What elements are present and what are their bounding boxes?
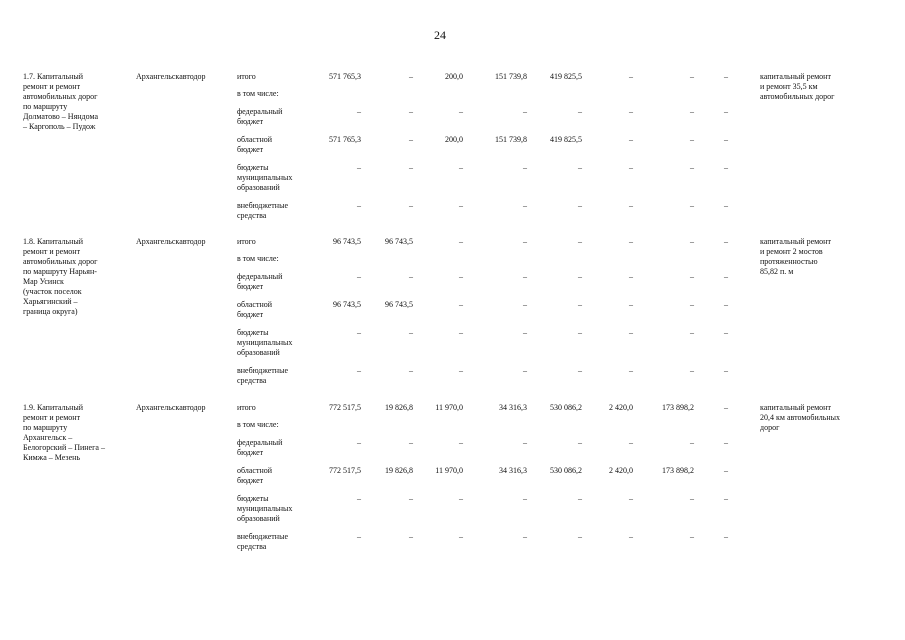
funding-value: 11 970,0 xyxy=(435,403,463,412)
funding-value: 19 826,8 xyxy=(385,403,413,412)
funding-value: – xyxy=(523,494,527,503)
funding-value: – xyxy=(459,494,463,503)
funding-value: – xyxy=(690,201,694,210)
funding-value: – xyxy=(629,494,633,503)
funding-value: – xyxy=(523,107,527,116)
funding-value: 200,0 xyxy=(445,135,463,144)
funding-value: – xyxy=(459,300,463,309)
funding-value: 34 316,3 xyxy=(499,403,527,412)
measure-title: 1.7. Капитальный ремонт и ремонт автомобильных дорог по маршруту Долматово – Няндома – Каргополь – Пудож xyxy=(23,72,99,131)
funding-value: – xyxy=(690,494,694,503)
executor-name: Архангельскавтодор xyxy=(136,72,206,81)
funding-row xyxy=(0,300,905,319)
executor-name: Архангельскавтодор xyxy=(136,403,206,412)
funding-value: – xyxy=(578,163,582,172)
funding-value: – xyxy=(409,163,413,172)
funding-value: 96 743,5 xyxy=(333,237,361,246)
page-number: 24 xyxy=(434,28,446,42)
funding-source: областной бюджет xyxy=(237,466,273,485)
expected-result: капитальный ремонт и ремонт 35,5 км автомобильных дорог xyxy=(760,72,835,101)
funding-value: – xyxy=(629,237,633,246)
funding-value: – xyxy=(724,532,728,541)
funding-value: – xyxy=(629,272,633,281)
funding-value: 419 825,5 xyxy=(550,72,582,81)
funding-source: внебюджетные средства xyxy=(237,201,288,220)
funding-value: – xyxy=(629,438,633,447)
funding-source: внебюджетные средства xyxy=(237,532,288,551)
measure-title: 1.8. Капитальный ремонт и ремонт автомобильных дорог по маршруту Нарьян- Мар Усинск (участок поселок Харьягинский – граница округа) xyxy=(23,237,98,316)
funding-value: 530 086,2 xyxy=(550,403,582,412)
funding-value: – xyxy=(724,494,728,503)
expected-result: капитальный ремонт 20,4 км автомобильных дорог xyxy=(760,403,841,432)
funding-value: 2 420,0 xyxy=(609,466,633,475)
funding-source: областной бюджет xyxy=(237,135,273,154)
measure-title: 1.9. Капитальный ремонт и ремонт по маршруту Архангельск – Белогорский – Пинега – Кимжа – Мезень xyxy=(23,403,105,462)
funding-value: – xyxy=(724,272,728,281)
funding-value: – xyxy=(629,532,633,541)
funding-row xyxy=(0,328,905,357)
funding-source: бюджеты муниципальных образований xyxy=(237,328,293,357)
funding-value: – xyxy=(459,163,463,172)
funding-value: 772 517,5 xyxy=(329,466,361,475)
funding-value: – xyxy=(523,163,527,172)
funding-value: – xyxy=(409,438,413,447)
funding-value: – xyxy=(409,107,413,116)
funding-value: – xyxy=(724,163,728,172)
funding-source: в том числе: xyxy=(237,89,279,98)
funding-value: – xyxy=(459,237,463,246)
funding-value: – xyxy=(578,366,582,375)
funding-value: – xyxy=(357,328,361,337)
funding-value: – xyxy=(459,366,463,375)
funding-value: – xyxy=(629,107,633,116)
funding-value: – xyxy=(724,107,728,116)
funding-row xyxy=(0,420,905,429)
funding-value: – xyxy=(690,532,694,541)
funding-value: – xyxy=(690,72,694,81)
funding-value: – xyxy=(578,532,582,541)
funding-value: 419 825,5 xyxy=(550,135,582,144)
funding-value: – xyxy=(409,135,413,144)
funding-value: – xyxy=(357,163,361,172)
funding-value: – xyxy=(724,135,728,144)
funding-value: – xyxy=(690,272,694,281)
funding-value: – xyxy=(357,201,361,210)
funding-source: в том числе: xyxy=(237,254,279,263)
funding-value: 96 743,5 xyxy=(333,300,361,309)
funding-source: федеральный бюджет xyxy=(237,107,283,126)
funding-row xyxy=(0,254,905,263)
funding-value: – xyxy=(690,135,694,144)
funding-value: – xyxy=(409,201,413,210)
funding-value: – xyxy=(578,438,582,447)
funding-value: – xyxy=(690,300,694,309)
funding-row xyxy=(0,201,905,220)
funding-source: федеральный бюджет xyxy=(237,272,283,291)
funding-value: – xyxy=(578,328,582,337)
funding-value: – xyxy=(523,532,527,541)
funding-value: – xyxy=(629,163,633,172)
funding-value: – xyxy=(459,532,463,541)
funding-row xyxy=(0,366,905,385)
funding-value: – xyxy=(409,494,413,503)
funding-row xyxy=(0,163,905,192)
executor-name: Архангельскавтодор xyxy=(136,237,206,246)
funding-value: – xyxy=(724,300,728,309)
funding-value: 200,0 xyxy=(445,72,463,81)
funding-row xyxy=(0,107,905,126)
funding-source: областной бюджет xyxy=(237,300,273,319)
funding-source: федеральный бюджет xyxy=(237,438,283,457)
funding-value: – xyxy=(409,272,413,281)
funding-value: – xyxy=(523,201,527,210)
funding-value: – xyxy=(459,438,463,447)
funding-row xyxy=(0,89,905,98)
funding-value: – xyxy=(690,366,694,375)
funding-value: 151 739,8 xyxy=(495,72,527,81)
funding-value: – xyxy=(523,300,527,309)
funding-row xyxy=(0,532,905,551)
funding-value: – xyxy=(357,107,361,116)
funding-value: – xyxy=(578,201,582,210)
funding-value: – xyxy=(629,135,633,144)
funding-value: – xyxy=(523,366,527,375)
funding-value: – xyxy=(629,328,633,337)
funding-value: – xyxy=(357,532,361,541)
funding-value: – xyxy=(357,494,361,503)
funding-source: итого xyxy=(237,72,256,81)
funding-value: – xyxy=(724,466,728,475)
funding-value: – xyxy=(724,366,728,375)
funding-value: – xyxy=(578,494,582,503)
funding-value: – xyxy=(523,272,527,281)
funding-value: – xyxy=(409,328,413,337)
funding-value: – xyxy=(724,438,728,447)
funding-row xyxy=(0,494,905,523)
funding-value: – xyxy=(578,237,582,246)
funding-value: – xyxy=(629,201,633,210)
funding-value: – xyxy=(357,438,361,447)
funding-value: – xyxy=(459,328,463,337)
funding-value: – xyxy=(690,163,694,172)
funding-value: – xyxy=(523,438,527,447)
funding-value: – xyxy=(690,107,694,116)
funding-value: – xyxy=(629,72,633,81)
funding-value: – xyxy=(629,366,633,375)
funding-value: 530 086,2 xyxy=(550,466,582,475)
funding-value: – xyxy=(523,237,527,246)
expected-result: капитальный ремонт и ремонт 2 мостов протяженностью 85,82 п. м xyxy=(760,237,831,276)
funding-value: – xyxy=(523,328,527,337)
funding-value: – xyxy=(578,107,582,116)
funding-value: 571 765,3 xyxy=(329,72,361,81)
funding-value: 19 826,8 xyxy=(385,466,413,475)
funding-value: – xyxy=(357,272,361,281)
funding-value: – xyxy=(724,328,728,337)
funding-value: 173 898,2 xyxy=(662,466,694,475)
funding-value: 11 970,0 xyxy=(435,466,463,475)
funding-value: – xyxy=(690,328,694,337)
funding-value: – xyxy=(357,366,361,375)
funding-value: – xyxy=(459,272,463,281)
funding-value: 2 420,0 xyxy=(609,403,633,412)
funding-row xyxy=(0,466,905,485)
funding-source: в том числе: xyxy=(237,420,279,429)
funding-source: итого xyxy=(237,237,256,246)
funding-row xyxy=(0,135,905,154)
funding-value: 173 898,2 xyxy=(662,403,694,412)
funding-value: – xyxy=(459,201,463,210)
funding-source: бюджеты муниципальных образований xyxy=(237,494,293,523)
funding-value: – xyxy=(409,72,413,81)
funding-value: 151 739,8 xyxy=(495,135,527,144)
funding-value: 772 517,5 xyxy=(329,403,361,412)
funding-value: – xyxy=(409,366,413,375)
funding-value: – xyxy=(690,438,694,447)
funding-value: – xyxy=(724,403,728,412)
funding-value: 34 316,3 xyxy=(499,466,527,475)
funding-value: 571 765,3 xyxy=(329,135,361,144)
funding-value: – xyxy=(724,237,728,246)
funding-value: 96 743,5 xyxy=(385,237,413,246)
funding-value: – xyxy=(629,300,633,309)
funding-source: бюджеты муниципальных образований xyxy=(237,163,293,192)
funding-value: – xyxy=(724,201,728,210)
funding-value: – xyxy=(690,237,694,246)
funding-value: – xyxy=(409,532,413,541)
funding-value: 96 743,5 xyxy=(385,300,413,309)
funding-value: – xyxy=(459,107,463,116)
funding-value: – xyxy=(724,72,728,81)
funding-source: внебюджетные средства xyxy=(237,366,288,385)
funding-row xyxy=(0,272,905,291)
funding-source: итого xyxy=(237,403,256,412)
funding-value: – xyxy=(578,272,582,281)
funding-value: – xyxy=(578,300,582,309)
funding-row xyxy=(0,438,905,457)
